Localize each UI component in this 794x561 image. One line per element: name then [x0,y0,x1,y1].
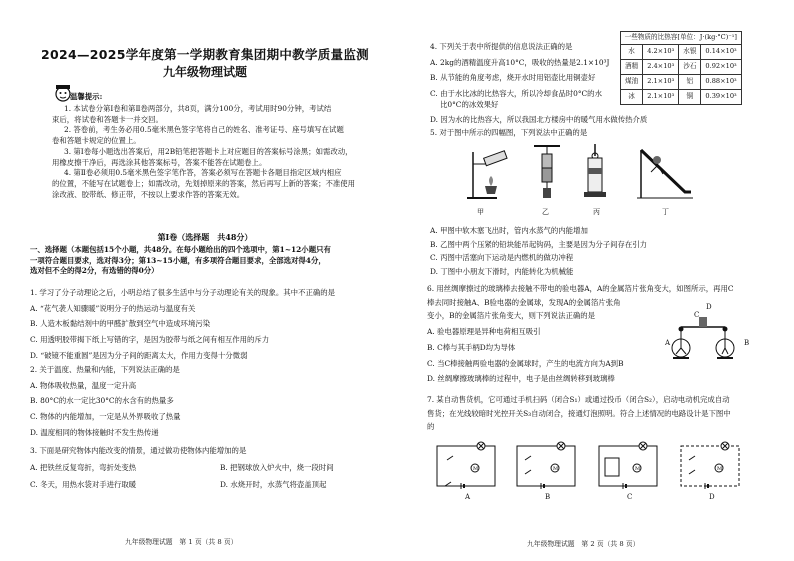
intro-line: 一项符合题目要求，选对得3分；第13~15小题，有多项符合题目要求，全部选对得4分， [30,255,326,265]
table-cell: 沙石 [679,59,701,74]
electroscope-label: B [744,339,750,347]
cylinder-figure [580,142,610,202]
figure-label: 乙 [542,208,549,216]
table-row [621,44,742,59]
option-a[interactable]: A. “花气袭人知骤暖”说明分子的热运动与温度有关 [30,303,196,313]
question-stem: 4. 下列关于表中所提供的信息说法正确的是 [430,42,573,51]
option-d[interactable]: D. 因为水的比热容大，所以我国北方楼房中的暖气用水做传热介质 [430,114,648,124]
table-cell: 煤油 [621,74,643,89]
option-d[interactable]: D. 水烧开时，水蒸气将壶盖顶起 [220,480,327,489]
intro-line: 一、选择题（本题包括15个小题，共48分。在每小题给出的四个选项中，第1~12小题只有 [30,245,331,254]
svg-text:M: M [473,466,479,472]
tip-line: 2. 答卷前，考生务必用0.5毫米黑色签字笔将自己的姓名、准考证号、座号填写在试题 [64,125,344,135]
tip-line: 的位置，不能写在试题卷上；如需改动，先划掉原来的答案，然后再写上新的答案；不准使用 [52,179,356,189]
circuit-label: C [627,493,633,501]
table-cell: 4.2×10³ [643,44,679,59]
svg-text:M: M [553,466,559,472]
table-cell: 冰 [621,89,643,104]
table-row [621,59,742,74]
question-stem: 变小，B的金属箔片张角变大，则下列说法正确的是 [427,311,596,321]
table-cell: 2.1×10³ [643,89,679,104]
tip-line: 涂改液、胶带纸、修正带，不按以上要求作答的答案无效。 [52,189,245,199]
option-a[interactable]: A. 把铁丝反复弯折，弯折处变热 [30,463,137,472]
electroscope-label: C [694,311,700,319]
electroscope-label: A [665,339,671,347]
tip-line: 4. 第Ⅱ卷必须用0.5毫米黑色签字笔作答，答案必须写在答题卡各题目指定区域内相应 [64,168,342,178]
electroscope-label: D [706,303,712,311]
table-row [621,74,742,89]
question-stem: 5. 对于图中所示的四幅图，下列说法中正确的是 [430,128,588,137]
question-stem: 2. 关于温度、热量和内能，下列说法正确的是 [30,365,180,374]
option-d[interactable]: D. 温度相同的物体接触时不发生热传递 [30,427,159,437]
option-a[interactable]: A. 甲图中软木塞飞出时，管内水蒸气的内能增加 [430,226,588,235]
circuit-label: B [545,493,551,501]
question-1 [30,288,380,362]
option-c-cont[interactable]: 比0°C的冰效果好 [440,99,499,109]
tip-line: 用橡皮擦干净后，再选涂其他答案标号，答案不能答在试题卷上。 [52,157,267,167]
svg-text:M: M [635,466,641,472]
exam-title: 2024—2025学年度第一学期教育集团期中教学质量监测 [41,47,369,62]
question-3 [30,446,380,457]
page-footer: 九年级物理试题 第 1 页（共 8 页） [125,538,238,546]
question-5 [430,128,587,139]
table-cell: 水 [621,44,643,59]
test-tube-figure [457,142,517,202]
exam-subtitle: 九年级物理试题 [162,65,247,79]
right-page [397,0,794,561]
tip-line: 1. 本试卷分第Ⅰ卷和第Ⅱ卷两部分，共8页，满分100分，考试用时90分钟，考试结 [64,104,332,113]
electroscope-figure [659,316,749,362]
option-c[interactable]: C. 物体的内能增加，一定是从外界吸收了热量 [30,412,181,422]
table-cell: 2.4×10³ [643,59,679,74]
table-cell: 0.14×10³ [701,44,741,59]
table-cell: 酒精 [621,59,643,74]
option-d[interactable]: D. 丝绸摩擦玻璃棒的过程中，电子是由丝绸转移到玻璃棒 [427,374,615,384]
tip-line: 3. 第Ⅰ卷每小题选出答案后，用2B铅笔把答题卡上对应题目的答案标号涂黑；如需改动， [64,146,353,156]
question-stem: 3. 下面是研究物体内能改变的情景，通过做功使物体内能增加的是 [30,446,247,455]
table-caption: 一些物质的比热容[单位：J·(kg·°C)⁻¹] [620,31,742,44]
question-stem: 6. 用丝绸摩擦过的玻璃棒去接触不带电的验电器A，A的金属箔片张角变大，如图所示，再用C [427,284,734,293]
question-7 [427,395,787,433]
table-row [621,89,742,104]
table-cell: 2.1×10³ [643,74,679,89]
circuit-b[interactable] [515,442,579,490]
option-c[interactable]: C. 由于水比冰的比热容大，所以冷却食品时0°C的水 [430,89,602,99]
option-b[interactable]: B. 80°C的水一定比30°C的水含有的热量多 [30,396,174,406]
circuit-d[interactable] [679,442,743,490]
tip-line: 束后，将试卷和答题卡一并交回。 [52,114,163,124]
table-cell: 0.39×10³ [701,89,741,104]
table-cell: 铝 [679,74,701,89]
figure-label: 丁 [662,208,669,216]
circuit-label: D [709,493,715,501]
figure-label: 甲 [477,208,484,216]
lead-blocks-figure [532,142,562,202]
section-intro [30,245,375,277]
question-2 [30,365,380,439]
table-cell: 水银 [679,44,701,59]
option-a[interactable]: A. 验电器原理是异种电荷相互吸引 [427,327,541,337]
section-title: 第Ⅰ卷（选择题 共48分） [157,232,253,242]
option-b[interactable]: B. 人造木板黏结剂中的甲醛扩散到空气中造成环境污染 [30,319,211,329]
option-b[interactable]: B. 乙图中两个压紧的铅块能吊起钩码，主要是因为分子间存在引力 [430,239,648,249]
circuit-label: A [465,493,471,501]
table-cell: 0.88×10³ [701,74,741,89]
tips-title: 温馨提示: [70,92,103,101]
question-5-options [430,226,780,278]
option-c[interactable]: C. 当C棒接触两验电器的金属球时，产生的电流方向为A到B [427,358,624,368]
option-b[interactable]: B. 把钢球放入炉火中，烧一段时间 [220,463,334,472]
question-stem: 7. 某自动售货机，它可通过手机扫码（闭合S₁）或通过投币（闭合S₂），启动电动机完成自动 [427,395,730,404]
tip-line: 卷和答题卡规定的位置上。 [52,136,141,146]
question-stem: 的 [427,422,435,432]
option-b[interactable]: B. C棒与其手柄D均为导体 [427,342,516,352]
page-footer: 九年级物理试题 第 2 页（共 8 页） [527,540,640,548]
option-b[interactable]: B. 从节能的角度考虑，烧开水时用铝壶比用铜壶好 [430,73,596,83]
intro-line: 选对但不全的得2分，有选错的得0分） [30,266,159,276]
heat-capacity-table [620,31,742,105]
option-c[interactable]: C. 丙图中活塞向下运动是内燃机的做功冲程 [430,253,574,263]
option-c[interactable]: C. 冬天，用热水袋对手进行取暖 [30,480,137,489]
option-d[interactable]: D. “破镜不能重圆”是因为分子间的距离太大，作用力变得十分微弱 [30,350,248,360]
option-a[interactable]: A. 2kg的酒精温度升高10°C，吸收的热量是2.1×10³J [430,57,610,67]
option-c[interactable]: C. 用透明胶带揭下纸上写错的字，是因为胶带与纸之间有相互作用的斥力 [30,335,270,345]
table-cell: 0.92×10³ [701,59,741,74]
question-stem: 棒去同时接触A、B验电器的金属球，发现A的金属箔片张角 [427,297,621,307]
svg-text:M: M [717,466,723,472]
question-stem: 1. 学习了分子动理论之后，小明总结了很多生活中与分子动理论有关的现象。其中不正确的是 [30,288,336,297]
option-a[interactable]: A. 物体吸收热量，温度一定升高 [30,380,137,390]
option-d[interactable]: D. 丁图中小朋友下滑时，内能转化为机械能 [430,267,574,277]
circuit-c[interactable] [597,442,661,490]
slide-figure [635,140,695,202]
tips-block [52,104,372,201]
figure-label: 丙 [593,208,600,216]
question-stem: 售货；在光线较暗时光控开关S₃自动闭合，接通灯泡照明。符合上述情况的电路设计是下图中 [427,408,731,418]
table-cell: 铜 [679,89,701,104]
circuit-a[interactable] [435,442,499,490]
